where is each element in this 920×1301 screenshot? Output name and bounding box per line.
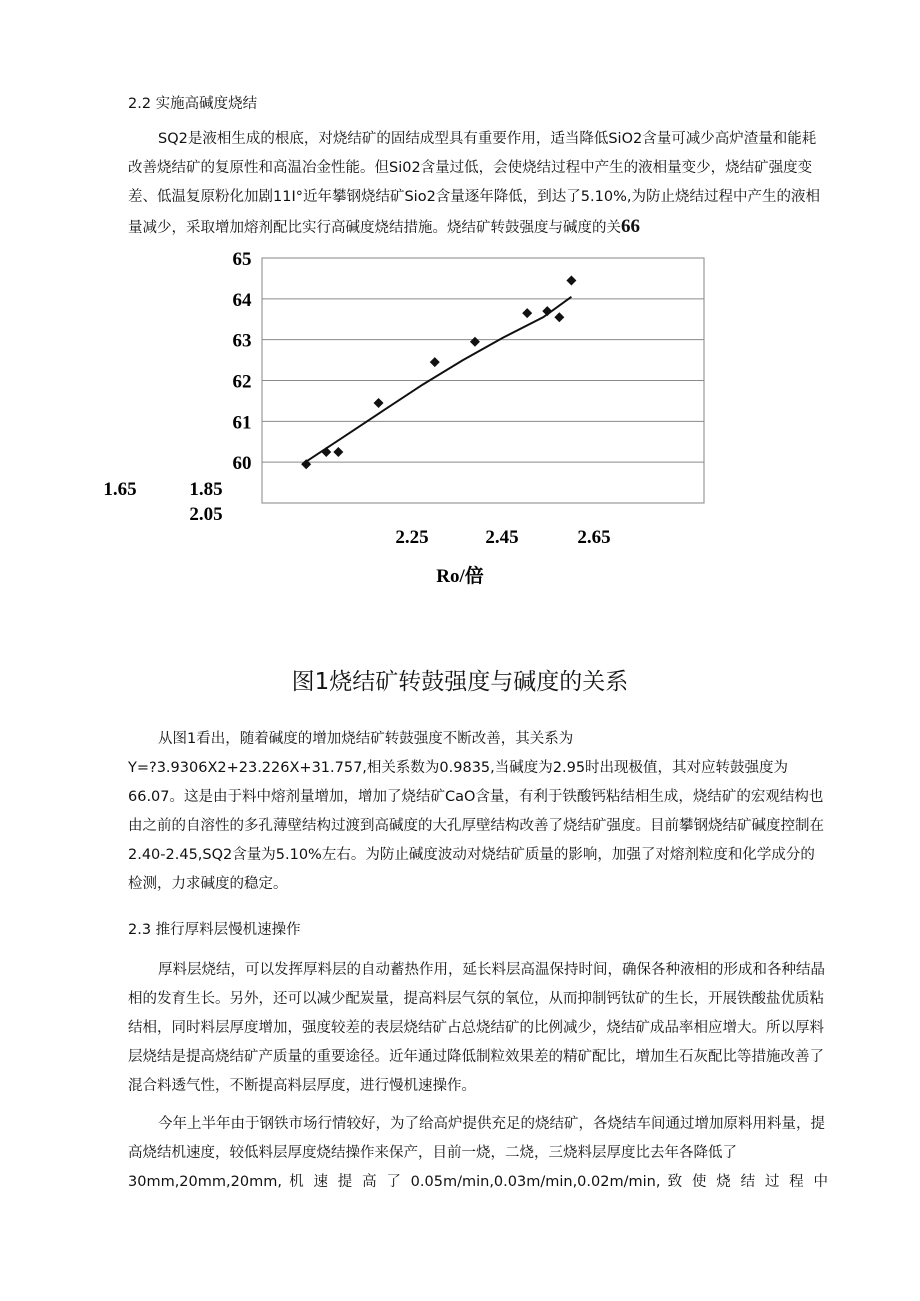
section-2-3-paragraph-1: 厚料层烧结，可以发挥厚料层的自动蓄热作用，延长料层高温保持时间，确保各种液相的形成和各种结晶相的发育生长。另外，还可以减少配炭量，提高料层气氛的氧位，从而抑制钙钛矿的生长，开展铁酸盐优质粘结相，同时料层厚度增加，强度较差的表层烧结矿占总烧结矿的比例减少，烧结矿成品率相应增大。所以厚料层烧结是提高烧结矿产质量的重要途径。近年通过降低制粒效果差的精矿配比，增加生石灰配比等措施改善了混合料透气性，不断提高料层厚度，进行慢机速操作。 [128,962,825,1094]
x-tick-label: 1.85 [189,479,223,500]
y-tick-label: 61 [232,412,252,434]
y-tick-label: 65 [232,250,252,270]
analysis-first-line: 从图1看出，随着碱度的增加烧结矿转鼓强度不断改善，其关系为 [158,731,574,747]
data-point [301,459,311,469]
data-point [566,275,576,285]
strength-basicity-chart [0,250,920,595]
chart-y-tick-labels [233,250,253,474]
figure-caption: 图1烧结矿转鼓强度与碱度的关系 [291,669,629,695]
data-point [374,398,384,408]
section-2-2-heading: 2.2 实施高碱度烧结 [128,96,258,112]
chart-x-tick-labels [103,479,610,548]
data-point [554,312,564,322]
chart-points [301,275,576,469]
x-tick-label: 1.65 [103,479,137,500]
analysis-paragraph: Y=?3.9306X2+23.226X+31.757,相关系数为0.9835,当碱度为2.95时出现极值，其对应转鼓强度为66.07。这是由于料中熔剂量增加，增加了烧结矿CaO含量，有利于铁酸钙粘结相生成，烧结矿的宏观结构也由之前的自溶性的多孔薄壁结构过渡到高碱度的大孔厚壁结构改善了烧结矿强度。目前攀钢烧结矿碱度控制在2.40-2.45,SQ2含量为5.10%左右。为防止碱度波动对烧结矿质量的影响，加强了对熔剂粒度和化学成分的检测，力求碱度的稳定。 [128,760,824,892]
section-2-3-heading: 2.3 推行厚料层慢机速操作 [128,922,301,938]
y-tick-label: 60 [232,453,252,475]
section-2-3-paragraph-2-last-line: 30mm,20mm,20mm, 机 速 提 高 了 0.05m/min,0.03m/min,0.02m/min, 致 使 烧 结 过 程 中 [128,1174,828,1190]
y-tick-label: 63 [232,330,252,352]
data-point [321,447,331,457]
section-2-2-paragraph [128,125,828,243]
chart-x-axis-label: Ro/倍 [436,566,484,587]
x-tick-label: 2.65 [577,527,611,548]
section-2-2-text: SQ2是液相生成的根底，对烧结矿的固结成型具有重要作用，适当降低SiO2含量可减少高炉渣量和能耗改善烧结矿的复原性和高温冶金性能。但Si02含量过低，会使烧结过程中产生的液相量变少，烧结矿强度变差、低温复原粉化加剧11I°近年攀钢烧结矿Sio2含量逐年降低，到达了5.10%,为防止烧结过程中产生的液相量减少，采取增加熔剂配比实行高碱度烧结措施。烧结矿转鼓强度与碱度的关 [128,131,820,236]
data-point [333,447,343,457]
section-2-2-tail: 66 [621,216,640,237]
x-tick-label: 2.45 [485,527,519,548]
x-tick-label: 2.25 [395,527,429,548]
chart-gridlines [262,299,704,462]
y-tick-label: 62 [232,371,252,393]
data-point [542,306,552,316]
section-2-3-paragraph-2: 今年上半年由于钢铁市场行情较好，为了给高炉提供充足的烧结矿，各烧结车间通过增加原料用料量，提高烧结机速度，较低料层厚度烧结操作来保产，目前一烧，二烧，三烧料层厚度比去年各降低了 [128,1116,825,1161]
data-point [470,337,480,347]
x-tick-label: 2.05 [189,504,223,525]
data-point [522,308,532,318]
y-tick-label: 64 [232,289,252,311]
data-point [430,357,440,367]
